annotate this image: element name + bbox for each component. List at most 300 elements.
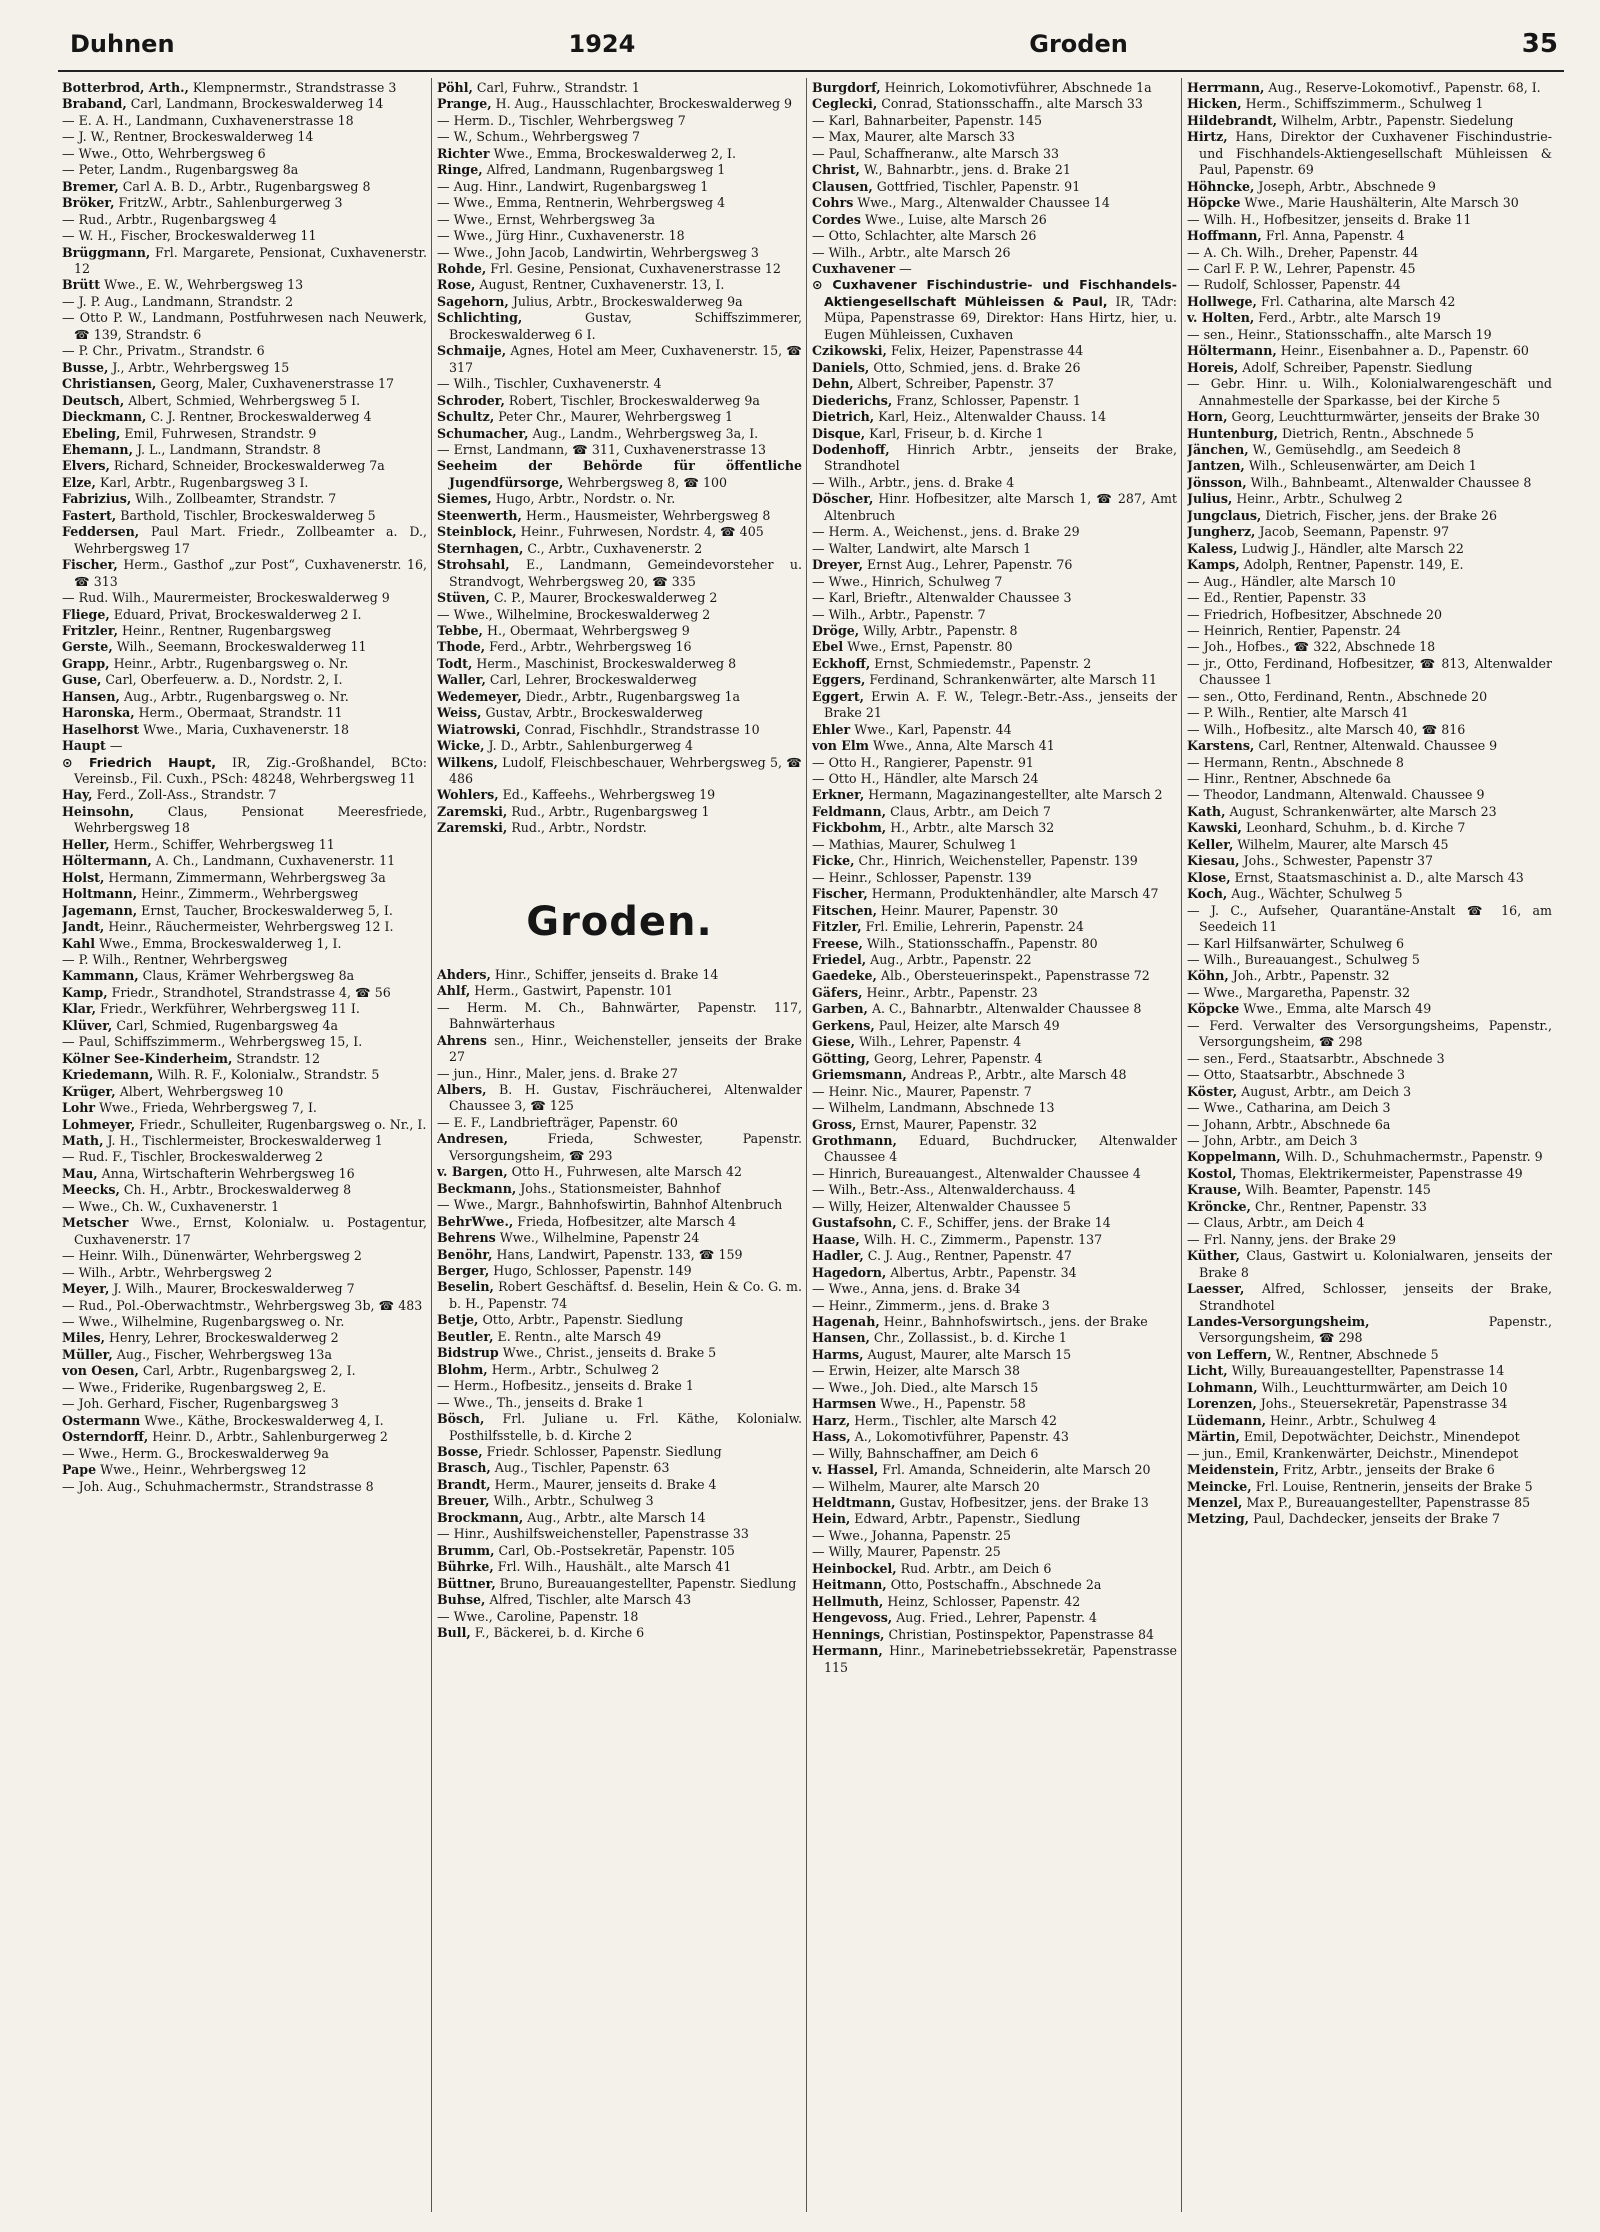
entry-name: Freese, bbox=[812, 935, 863, 951]
directory-entry bbox=[437, 376, 802, 392]
entry-details: Wilhelm, Maurer, alte Marsch 45 bbox=[1237, 836, 1449, 852]
entry-details: Wehrbergsweg 8, ☎ 100 bbox=[567, 474, 728, 490]
directory-entry bbox=[1187, 245, 1552, 261]
entry-details: Wwe., Emma, Brockeswalderweg 1, I. bbox=[99, 935, 342, 951]
directory-entry bbox=[62, 656, 427, 672]
entry-details: Wwe., Marg., Altenwalder Chaussee 14 bbox=[857, 195, 1110, 211]
directory-entry bbox=[812, 1479, 1177, 1495]
directory-entry bbox=[62, 343, 427, 359]
directory-entry bbox=[62, 1051, 427, 1067]
entry-name: Heller, bbox=[62, 836, 110, 852]
entry-details: — Paul, Schaffneranw., alte Marsch 33 bbox=[812, 145, 1060, 161]
entry-name: Jungclaus, bbox=[1187, 507, 1262, 523]
directory-entry bbox=[1187, 426, 1552, 442]
entry-name: Höltermann, bbox=[62, 853, 152, 869]
entry-name: v. Hassel, bbox=[812, 1462, 879, 1478]
entry-name: Wiatrowski, bbox=[437, 721, 521, 737]
entry-details: — Wwe., John Jacob, Landwirtin, Wehrbergsweg 3 bbox=[437, 244, 759, 260]
directory-entry bbox=[437, 442, 802, 458]
entry-details: C. F., Schiffer, jens. der Brake 14 bbox=[900, 1215, 1111, 1231]
directory-entry bbox=[1187, 212, 1552, 228]
entry-name: Cordes bbox=[812, 211, 861, 227]
directory-entry bbox=[1187, 689, 1552, 705]
entry-name: Schroder, bbox=[437, 392, 505, 408]
directory-entry bbox=[437, 129, 802, 145]
entry-name: Hagedorn, bbox=[812, 1264, 887, 1280]
entry-details: Heinr. Maurer, Papenstr. 30 bbox=[881, 902, 1059, 918]
directory-entry bbox=[437, 590, 802, 606]
directory-entry bbox=[1187, 1347, 1552, 1363]
entry-name: Hoffmann, bbox=[1187, 228, 1262, 244]
entry-name: Kahl bbox=[62, 935, 96, 951]
directory-entry bbox=[1187, 491, 1552, 507]
entry-name: Heitmann, bbox=[812, 1577, 887, 1593]
entry-details: Wilhelm, Arbtr., Papenstr. Siedelung bbox=[1281, 112, 1514, 128]
entry-name: Kawski, bbox=[1187, 820, 1242, 836]
directory-entry bbox=[812, 738, 1177, 754]
directory-entry bbox=[812, 919, 1177, 935]
entry-details: Alfred, Tischler, alte Marsch 43 bbox=[489, 1592, 692, 1608]
entry-details: Frl. Anna, Papenstr. 4 bbox=[1265, 228, 1405, 244]
directory-entry bbox=[437, 1247, 802, 1263]
entry-name: Harz, bbox=[812, 1412, 851, 1428]
entry-name: Garben, bbox=[812, 1001, 868, 1017]
directory-entry bbox=[62, 360, 427, 376]
directory-entry bbox=[812, 376, 1177, 392]
directory-entry bbox=[812, 1232, 1177, 1248]
entry-details: Felix, Heizer, Papenstrasse 44 bbox=[890, 343, 1084, 359]
column-2-groden bbox=[437, 967, 802, 1642]
entry-name: Thode, bbox=[437, 639, 486, 655]
entry-details: Dietrich, Rentn., Abschnede 5 bbox=[1282, 425, 1474, 441]
directory-entry bbox=[62, 1149, 427, 1165]
directory-entry bbox=[62, 689, 427, 705]
entry-name: Friedel, bbox=[812, 952, 867, 968]
directory-entry bbox=[62, 1166, 427, 1182]
directory-entry bbox=[1187, 1248, 1552, 1281]
entry-details: A. C., Bahnarbtr., Altenwalder Chaussee 8 bbox=[871, 1001, 1142, 1017]
entry-name: Ostermann bbox=[62, 1412, 141, 1428]
directory-entry bbox=[62, 755, 427, 788]
entry-name: Brockmann, bbox=[437, 1509, 524, 1525]
entry-details: Wilh., Seemann, Brockeswalderweg 11 bbox=[116, 639, 367, 655]
directory-entry bbox=[437, 755, 802, 788]
directory-entry bbox=[437, 195, 802, 211]
entry-name: Braband, bbox=[62, 96, 127, 112]
directory-entry bbox=[812, 1429, 1177, 1445]
entry-name: Laesser, bbox=[1187, 1281, 1245, 1297]
entry-name: Herrmann, bbox=[1187, 80, 1265, 95]
entry-details: Adolf, Schreiber, Papenstr. Siedlung bbox=[1242, 359, 1473, 375]
entry-name: Köster, bbox=[1187, 1083, 1238, 1099]
directory-entry bbox=[1187, 903, 1552, 936]
entry-name: Hollwege, bbox=[1187, 293, 1257, 309]
directory-entry bbox=[1187, 261, 1552, 277]
entry-details: Ernst, Maurer, Papenstr. 32 bbox=[860, 1116, 1038, 1132]
entry-name: Müller, bbox=[62, 1346, 113, 1362]
directory-entry bbox=[437, 162, 802, 178]
directory-entry bbox=[437, 1559, 802, 1575]
directory-entry bbox=[62, 705, 427, 721]
directory-entry bbox=[62, 1001, 427, 1017]
directory-entry bbox=[1187, 1429, 1552, 1445]
entry-details: H. Aug., Hausschlachter, Brockeswalderweg 9 bbox=[495, 96, 793, 112]
entry-details: Emil, Depotwächter, Deichstr., Minendepot bbox=[1243, 1429, 1520, 1445]
entry-details: — E. F., Landbriefträger, Papenstr. 60 bbox=[437, 1114, 678, 1130]
directory-entry bbox=[812, 787, 1177, 803]
entry-name: Holst, bbox=[62, 869, 105, 885]
entry-name: Mau, bbox=[62, 1165, 98, 1181]
directory-entry bbox=[812, 837, 1177, 853]
entry-details: Wwe., Heinr., Wehrbergsweg 12 bbox=[100, 1462, 307, 1478]
directory-entry bbox=[812, 212, 1177, 228]
entry-details: Robert, Tischler, Brockeswalderweg 9a bbox=[508, 392, 760, 408]
entry-details: Wilh., Lehrer, Papenstr. 4 bbox=[859, 1034, 1022, 1050]
entry-name: Benöhr, bbox=[437, 1246, 493, 1262]
entry-details: Herm., Maurer, jenseits d. Brake 4 bbox=[494, 1476, 717, 1492]
entry-name: Küther, bbox=[1187, 1248, 1240, 1264]
directory-entry bbox=[812, 1215, 1177, 1231]
entry-details: — Karl, Brieftr., Altenwalder Chaussee 3 bbox=[812, 590, 1072, 606]
entry-details: — Willy, Maurer, Papenstr. 25 bbox=[812, 1544, 1001, 1560]
entry-details: August, Rentner, Cuxhavenerstr. 13, I. bbox=[479, 277, 725, 293]
entry-details: Hinr. Hofbesitzer, alte Marsch 1, ☎ 287, Amt Altenbruch bbox=[824, 491, 1177, 523]
entry-details: Carl, Schmied, Rugenbargsweg 4a bbox=[116, 1017, 338, 1033]
entry-name: v. Holten, bbox=[1187, 310, 1255, 326]
entry-name: Beutler, bbox=[437, 1328, 494, 1344]
directory-entry bbox=[62, 409, 427, 425]
directory-entry bbox=[812, 228, 1177, 244]
entry-details: Albert, Schmied, Wehrbergsweg 5 I. bbox=[128, 392, 361, 408]
directory-entry bbox=[62, 1117, 427, 1133]
directory-entry bbox=[812, 1100, 1177, 1116]
directory-entry bbox=[1187, 1182, 1552, 1198]
directory-entry bbox=[812, 1330, 1177, 1346]
directory-entry bbox=[812, 656, 1177, 672]
directory-entry bbox=[437, 426, 802, 442]
entry-details: — Heinr. Wilh., Dünenwärter, Wehrbergsweg 2 bbox=[62, 1248, 362, 1264]
entry-details: Adolph, Rentner, Papenstr. 149, E. bbox=[1243, 557, 1464, 573]
entry-details: — A. Ch. Wilh., Dreher, Papenstr. 44 bbox=[1187, 244, 1419, 260]
directory-entry bbox=[437, 228, 802, 244]
directory-entry bbox=[1187, 837, 1552, 853]
entry-name: Behrens bbox=[437, 1230, 496, 1246]
directory-entry bbox=[437, 623, 802, 639]
entry-name: Hennings, bbox=[812, 1626, 885, 1642]
entry-details: — Wwe., Margaretha, Papenstr. 32 bbox=[1187, 984, 1411, 1000]
directory-entry bbox=[62, 985, 427, 1001]
directory-entry bbox=[437, 672, 802, 688]
entry-name: Gaedeke, bbox=[812, 968, 877, 984]
entry-name: Höhncke, bbox=[1187, 178, 1255, 194]
entry-details: Ernst, Taucher, Brockeswalderweg 5, I. bbox=[141, 902, 393, 918]
entry-details: C., Arbtr., Cuxhavenerstr. 2 bbox=[527, 540, 703, 556]
directory-entry bbox=[437, 1115, 802, 1131]
entry-details: — Wwe., Anna, jens. d. Brake 34 bbox=[812, 1281, 1021, 1297]
entry-details: Friedr., Strandhotel, Strandstrasse 4, ☎ 56 bbox=[111, 984, 391, 1000]
entry-details: Heinr., Arbtr., Schulweg 2 bbox=[1236, 491, 1403, 507]
directory-entry bbox=[812, 1544, 1177, 1560]
entry-name: Miles, bbox=[62, 1330, 105, 1346]
directory-entry bbox=[62, 886, 427, 902]
entry-details: — Wilh., Arbtr., alte Marsch 26 bbox=[812, 244, 1011, 260]
entry-name: von Leffern, bbox=[1187, 1346, 1272, 1362]
entry-details: Richard, Schneider, Brockeswalderweg 7a bbox=[113, 458, 385, 474]
entry-name: Lüdemann, bbox=[1187, 1412, 1267, 1428]
entry-name: Meyer, bbox=[62, 1281, 110, 1297]
directory-entry bbox=[1187, 1380, 1552, 1396]
entry-details: — Claus, Arbtr., am Deich 4 bbox=[1187, 1215, 1365, 1231]
directory-entry bbox=[62, 1248, 427, 1264]
entry-details: Carl, Ob.-Postsekretär, Papenstr. 105 bbox=[498, 1542, 735, 1558]
entry-details: — Heinr., Schlosser, Papenstr. 139 bbox=[812, 869, 1032, 885]
entry-details: Bruno, Bureauangestellter, Papenstr. Siedlung bbox=[499, 1575, 797, 1591]
directory-entry bbox=[62, 639, 427, 655]
directory-entry bbox=[62, 1199, 427, 1215]
directory-entry bbox=[1187, 179, 1552, 195]
entry-name: Christ, bbox=[812, 162, 860, 178]
directory-entry bbox=[812, 343, 1177, 359]
entry-name: Horn, bbox=[1187, 409, 1228, 425]
directory-entry bbox=[812, 639, 1177, 655]
entry-name: Feddersen, bbox=[62, 524, 140, 540]
entry-details: — Joh., Hofbes., ☎ 322, Abschnede 18 bbox=[1187, 639, 1436, 655]
directory-entry bbox=[1187, 557, 1552, 573]
entry-details: — Ernst, Landmann, ☎ 311, Cuxhavenerstrasse 13 bbox=[437, 441, 766, 457]
directory-entry bbox=[1187, 1199, 1552, 1215]
entry-name: Fritzler, bbox=[62, 622, 119, 638]
entry-details: F., Bäckerei, b. d. Kirche 6 bbox=[474, 1624, 645, 1640]
directory-entry bbox=[437, 705, 802, 721]
entry-name: Hansen, bbox=[812, 1330, 870, 1346]
entry-details: IR, TAdr: Müpa, Papenstrasse 69, Direktor: Hans Hirtz, hier, u. Eugen Mühleissen, Cuxhaven bbox=[824, 293, 1177, 342]
directory-entry bbox=[437, 310, 802, 343]
entry-details: Karl, Heiz., Altenwalder Chauss. 14 bbox=[878, 409, 1107, 425]
entry-details: C. P., Maurer, Brockeswalderweg 2 bbox=[493, 590, 718, 606]
directory-entry bbox=[1187, 607, 1552, 623]
entry-details: Wwe., Anna, Alte Marsch 41 bbox=[872, 738, 1055, 754]
entry-details: E., Landmann, Gemeindevorsteher u. Strandvogt, Wehrbergsweg 20, ☎ 335 bbox=[449, 557, 802, 589]
entry-name: Brüggmann, bbox=[62, 244, 151, 260]
entry-details: IR, Zig.-Großhandel, BCto: Vereinsb., Fil. Cuxh., PSch: 48248, Wehrbergsweg 11 bbox=[74, 754, 427, 787]
directory-entry bbox=[1187, 1479, 1552, 1495]
entry-details: Herm., Gastwirt, Papenstr. 101 bbox=[474, 983, 673, 999]
entry-name: Wilkens, bbox=[437, 754, 498, 770]
directory-entry bbox=[437, 343, 802, 376]
entry-name: Dröge, bbox=[812, 622, 860, 638]
entry-details: Ch. H., Arbtr., Brockeswalderweg 8 bbox=[123, 1182, 352, 1198]
entry-details: Ferd., Arbtr., Wehrbergsweg 16 bbox=[489, 639, 692, 655]
entry-details: Wwe., Emma, Brockeswalderweg 2, I. bbox=[493, 145, 736, 161]
entry-name: Deutsch, bbox=[62, 392, 125, 408]
directory-entry bbox=[1187, 524, 1552, 540]
entry-details: Gottfried, Tischler, Papenstr. 91 bbox=[876, 178, 1081, 194]
entry-details: Wilh., Leuchtturmwärter, am Deich 10 bbox=[1261, 1379, 1508, 1395]
entry-details: Herm., Schiffer, Wehrbergsweg 11 bbox=[113, 836, 335, 852]
directory-entry bbox=[62, 1182, 427, 1198]
entry-name: Dreyer, bbox=[812, 557, 864, 573]
entry-details: Ferd., Zoll-Ass., Strandstr. 7 bbox=[96, 787, 277, 803]
entry-details: Wwe., Wilhelmine, Papenstr 24 bbox=[499, 1230, 700, 1246]
entry-details: Hinr., Marinebetriebssekretär, Papenstrasse 115 bbox=[824, 1643, 1177, 1675]
entry-details: Ernst Aug., Lehrer, Papenstr. 76 bbox=[867, 557, 1073, 573]
directory-entry bbox=[812, 952, 1177, 968]
entry-name: Ebeling, bbox=[62, 425, 121, 441]
entry-name: Wicke, bbox=[437, 738, 485, 754]
entry-name: Rose, bbox=[437, 277, 476, 293]
entry-name: Beckmann, bbox=[437, 1180, 517, 1196]
entry-name: Eckhoff, bbox=[812, 655, 871, 671]
directory-entry bbox=[437, 1230, 802, 1246]
entry-name: Meidenstein, bbox=[1187, 1462, 1279, 1478]
directory-entry bbox=[1187, 804, 1552, 820]
entry-name: Schumacher, bbox=[437, 425, 529, 441]
directory-entry bbox=[1187, 1462, 1552, 1478]
entry-details: — Joh. Gerhard, Fischer, Rugenbargsweg 3 bbox=[62, 1396, 339, 1412]
entry-details: Klempnermstr., Strandstrasse 3 bbox=[192, 80, 397, 95]
header-year: 1924 bbox=[568, 30, 636, 58]
directory-entry bbox=[812, 261, 1177, 277]
entry-details: Wilh. R. F., Kolonialw., Strandstr. 5 bbox=[157, 1067, 380, 1083]
entry-name: Siemes, bbox=[437, 491, 492, 507]
entry-name: Fabrizius, bbox=[62, 491, 132, 507]
entry-details: Gustav, Hofbesitzer, jens. der Brake 13 bbox=[899, 1494, 1149, 1510]
entry-name: ⊙ Friedrich Haupt, bbox=[62, 754, 217, 770]
entry-details: — jun., Hinr., Maler, jens. d. Brake 27 bbox=[437, 1065, 678, 1081]
entry-details: — Wwe., Ernst, Wehrbergsweg 3a bbox=[437, 211, 656, 227]
entry-details: — bbox=[899, 260, 912, 276]
directory-entry bbox=[437, 1444, 802, 1460]
entry-name: Höltermann, bbox=[1187, 343, 1277, 359]
entry-name: Hirtz, bbox=[1187, 129, 1228, 145]
directory-entry bbox=[812, 886, 1177, 902]
directory-entry bbox=[812, 442, 1177, 475]
entry-name: Fitzler, bbox=[812, 919, 862, 935]
entry-name: Haupt bbox=[62, 738, 106, 754]
directory-entry bbox=[62, 557, 427, 590]
entry-name: Jandt, bbox=[62, 919, 105, 935]
entry-name: von Elm bbox=[812, 738, 869, 754]
entry-name: Bremer, bbox=[62, 178, 119, 194]
directory-entry bbox=[62, 524, 427, 557]
directory-entry bbox=[1187, 985, 1552, 1001]
directory-entry bbox=[62, 96, 427, 112]
directory-entry bbox=[437, 1625, 802, 1641]
directory-entry bbox=[62, 508, 427, 524]
directory-entry bbox=[62, 804, 427, 837]
entry-details: Diedr., Arbtr., Rugenbargsweg 1a bbox=[525, 688, 741, 704]
entry-details: — Aug. Hinr., Landwirt, Rugenbargsweg 1 bbox=[437, 178, 709, 194]
entry-details: — Hinrich, Bureauangest., Altenwalder Chaussee 4 bbox=[812, 1165, 1141, 1181]
entry-details: Heinz, Schlosser, Papenstr. 42 bbox=[887, 1593, 1081, 1609]
entry-name: Ehemann, bbox=[62, 441, 133, 457]
entry-details: Rud., Arbtr., Rugenbargsweg 1 bbox=[511, 803, 710, 819]
entry-name: Schultz, bbox=[437, 409, 495, 425]
entry-details: Conrad, Stationsschaffn., alte Marsch 33 bbox=[881, 96, 1143, 112]
directory-entry bbox=[1187, 1051, 1552, 1067]
entry-details: Otto, Schmied, jens. d. Brake 26 bbox=[873, 359, 1081, 375]
entry-details: Herm., Hausmeister, Wehrbergsweg 8 bbox=[525, 507, 771, 523]
entry-name: BehrWwe., bbox=[437, 1213, 514, 1229]
entry-details: — jun., Emil, Krankenwärter, Deichstr., Minendepot bbox=[1187, 1445, 1519, 1461]
entry-name: Brütt bbox=[62, 277, 101, 293]
entry-details: — Wwe., Joh. Died., alte Marsch 15 bbox=[812, 1379, 1039, 1395]
directory-entry bbox=[62, 623, 427, 639]
directory-entry bbox=[812, 804, 1177, 820]
directory-entry bbox=[62, 1396, 427, 1412]
entry-details: — Rud. F., Tischler, Brockeswalderweg 2 bbox=[62, 1149, 323, 1165]
entry-details: — Karl Hilfsanwärter, Schulweg 6 bbox=[1187, 935, 1405, 951]
directory-entry bbox=[437, 409, 802, 425]
entry-name: Hengevoss, bbox=[812, 1610, 893, 1626]
entry-details: — Max, Maurer, alte Marsch 33 bbox=[812, 129, 1015, 145]
directory-entry bbox=[62, 1413, 427, 1429]
entry-details: Carl, Lehrer, Brockeswalderweg bbox=[489, 672, 697, 688]
entry-details: Hans, Landwirt, Papenstr. 133, ☎ 159 bbox=[496, 1246, 743, 1262]
entry-name: Dieckmann, bbox=[62, 409, 147, 425]
entry-name: Metscher bbox=[62, 1215, 129, 1231]
directory-entry bbox=[812, 80, 1177, 96]
entry-name: Hass, bbox=[812, 1429, 851, 1445]
entry-details: — Wwe., Emma, Rentnerin, Wehrbergsweg 4 bbox=[437, 195, 726, 211]
entry-name: Fliege, bbox=[62, 606, 110, 622]
entry-details: — Wilh., Arbtr., Papenstr. 7 bbox=[812, 606, 986, 622]
directory-entry bbox=[62, 968, 427, 984]
entry-details: Hugo, Schlosser, Papenstr. 149 bbox=[493, 1263, 692, 1278]
page-header bbox=[70, 24, 1558, 64]
directory-entry bbox=[812, 968, 1177, 984]
directory-entry bbox=[812, 557, 1177, 573]
entry-details: Willy, Bureauangestellter, Papenstrasse 14 bbox=[1231, 1363, 1505, 1379]
entry-name: Lohr bbox=[62, 1100, 96, 1116]
entry-details: Otto, Postschaffn., Abschnede 2a bbox=[890, 1577, 1102, 1593]
entry-details: Johs., Schwester, Papenstr 37 bbox=[1243, 853, 1434, 869]
entry-name: Osterndorff, bbox=[62, 1429, 149, 1445]
entry-name: Botterbrod, Arth., bbox=[62, 80, 189, 95]
entry-details: — Wwe., Jürg Hinr., Cuxhavenerstr. 18 bbox=[437, 228, 685, 244]
entry-details: Hinrich Arbtr., jenseits der Brake, Strandhotel bbox=[824, 441, 1177, 474]
entry-details: — Otto H., Händler, alte Marsch 24 bbox=[812, 771, 1039, 787]
entry-details: Heinr., Räuchermeister, Wehrbergsweg 12 I. bbox=[108, 919, 394, 935]
directory-entry bbox=[437, 261, 802, 277]
directory-entry bbox=[62, 146, 427, 162]
directory-entry bbox=[812, 426, 1177, 442]
entry-details: — Mathias, Maurer, Schulweg 1 bbox=[812, 836, 1018, 852]
entry-details: — Carl F. P. W., Lehrer, Papenstr. 45 bbox=[1187, 260, 1416, 276]
directory-entry bbox=[812, 1627, 1177, 1643]
entry-name: Wohlers, bbox=[437, 787, 499, 803]
directory-entry bbox=[62, 1462, 427, 1478]
entry-details: Frieda, Hofbesitzer, alte Marsch 4 bbox=[517, 1213, 737, 1229]
entry-name: Koppelmann, bbox=[1187, 1149, 1281, 1165]
entry-details: Wilh. D., Schuhmachermstr., Papenstr. 9 bbox=[1284, 1149, 1543, 1165]
entry-name: Julius, bbox=[1187, 491, 1233, 507]
directory-entry bbox=[62, 952, 427, 968]
entry-details: — Otto P. W., Landmann, Postfuhrwesen nach Neuwerk, ☎ 139, Strandstr. 6 bbox=[62, 310, 427, 342]
directory-entry bbox=[1187, 1446, 1552, 1462]
directory-entry bbox=[62, 1347, 427, 1363]
entry-name: Grapp, bbox=[62, 655, 110, 671]
directory-entry bbox=[437, 1477, 802, 1493]
entry-name: Kamp, bbox=[62, 984, 108, 1000]
entry-details: Albert, Wehrbergsweg 10 bbox=[119, 1083, 284, 1099]
directory-entry bbox=[812, 1067, 1177, 1083]
entry-details: — Herm., Hofbesitz., jenseits d. Brake 1 bbox=[437, 1378, 694, 1394]
entry-name: Blohm, bbox=[437, 1361, 488, 1377]
directory-entry bbox=[1187, 409, 1552, 425]
entry-details: Georg, Leuchtturmwärter, jenseits der Brake 30 bbox=[1231, 409, 1540, 425]
directory-entry bbox=[437, 983, 802, 999]
